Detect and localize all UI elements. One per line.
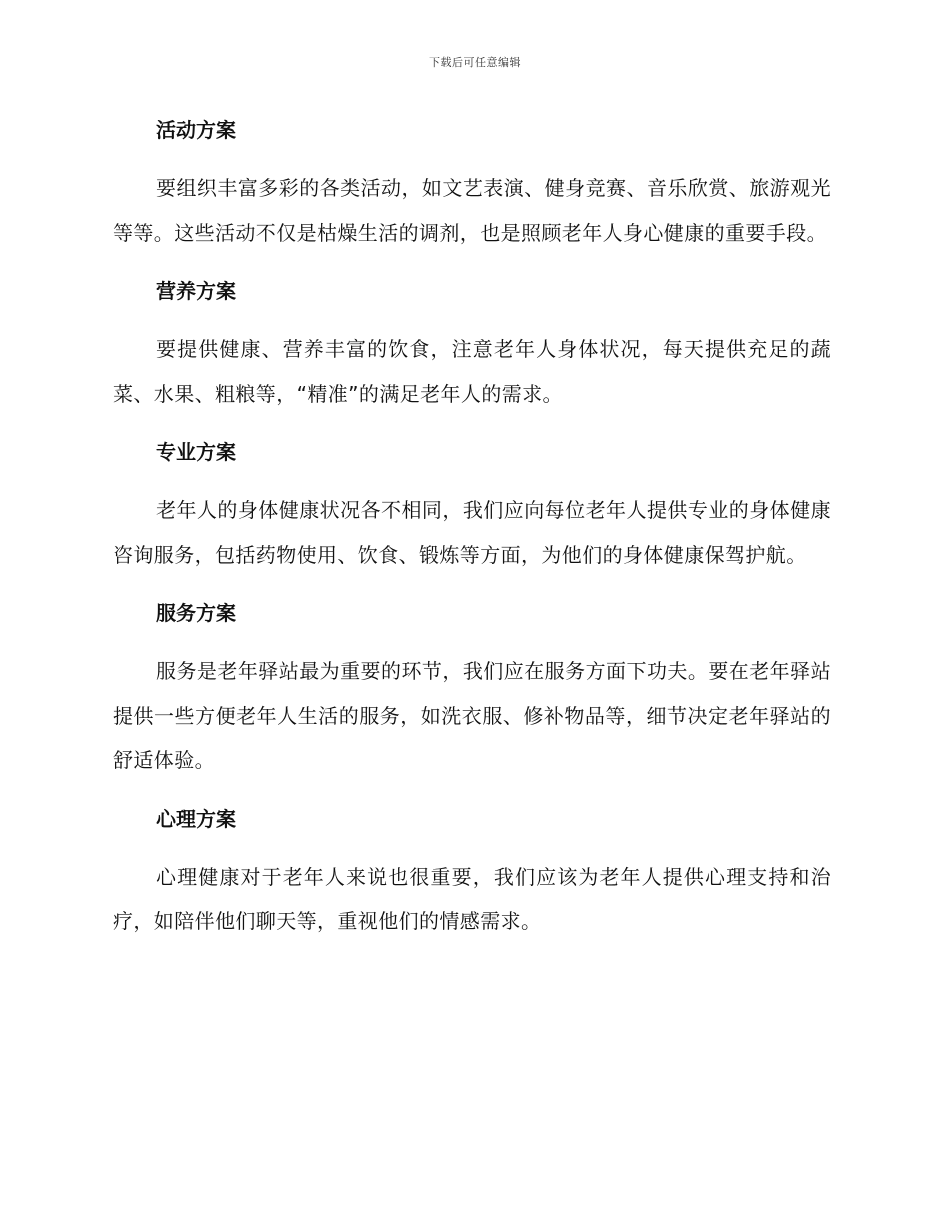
page-header: 下载后可任意编辑 — [429, 56, 521, 69]
section-heading: 心理方案 — [156, 806, 236, 831]
section-heading: 专业方案 — [156, 440, 236, 464]
section-paragraph: 要提供健康、营养丰富的饮食，注意老年人身体状况，每天提供充足的蔬菜、水果、粗粮等，“精准”的满足老年人的需求。 — [113, 337, 831, 406]
section-psychology — [113, 797, 831, 944]
section-paragraph: 老年人的身体健康状况各不相同，我们应向每位老年人提供专业的身体健康咨询服务，包括药物使用、饮食、锻炼等方面，为他们的身体健康保驾护航。 — [113, 498, 831, 567]
section-heading: 活动方案 — [156, 118, 236, 142]
section-activity — [113, 108, 831, 255]
section-paragraph: 心理健康对于老年人来说也很重要，我们应该为老年人提供心理支持和治疗，如陪伴他们聊天等，重视他们的情感需求。 — [113, 864, 831, 933]
section-professional — [113, 430, 831, 577]
section-heading: 营养方案 — [156, 279, 236, 303]
section-paragraph: 要组织丰富多彩的各类活动，如文艺表演、健身竞赛、音乐欣赏、旅游观光等等。这些活动不仅是枯燥生活的调剂，也是照顾老年人身心健康的重要手段。 — [113, 176, 831, 245]
section-heading: 服务方案 — [156, 601, 236, 625]
section-service — [113, 591, 831, 783]
section-nutrition — [113, 269, 831, 416]
section-paragraph: 服务是老年驿站最为重要的环节，我们应在服务方面下功夫。要在老年驿站提供一些方便老年人生活的服务，如洗衣服、修补物品等，细节决定老年驿站的舒适体验。 — [113, 659, 831, 772]
document-content — [113, 108, 831, 958]
